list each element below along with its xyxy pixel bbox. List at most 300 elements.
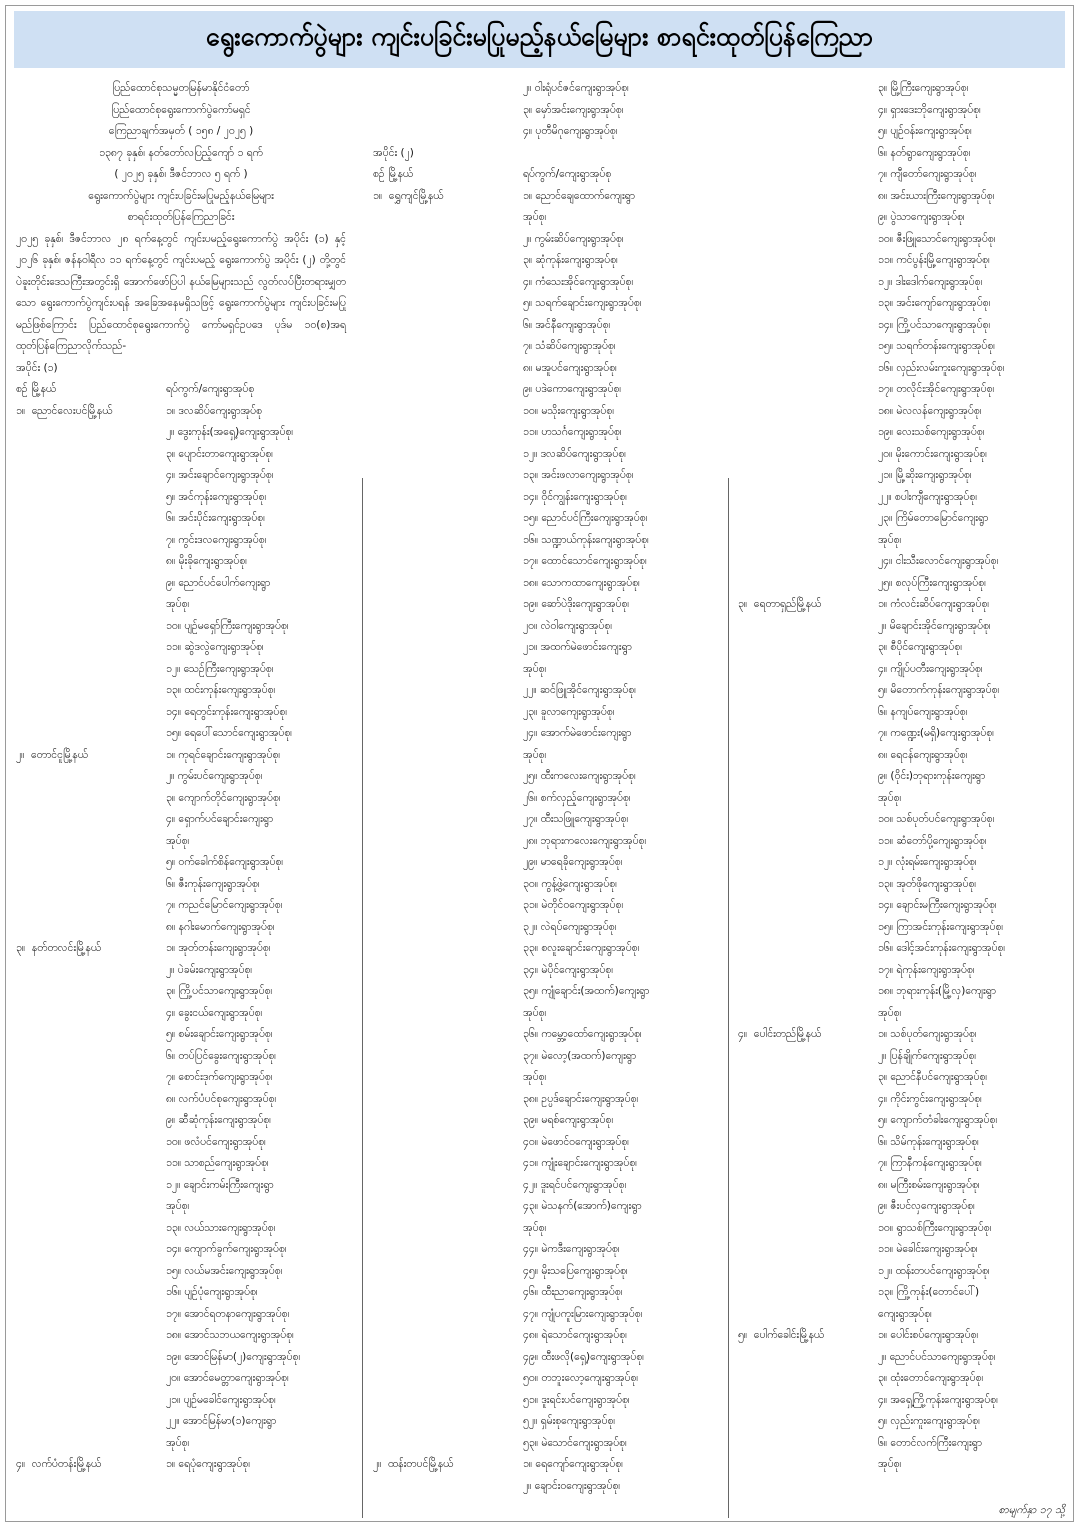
- column-two: [373, 78, 713, 1497]
- village-tract-item: ၃။ ဆုံကုန်းကျေးရွာအုပ်စု၊: [523, 254, 618, 266]
- list-item: [738, 1390, 1068, 1412]
- village-tract-item: ၂၉။ မာရေခိုကျေးရွာအုပ်စု၊: [523, 856, 623, 868]
- village-tract-item: အုပ်စု၊: [878, 1006, 902, 1019]
- list-item: [373, 788, 713, 810]
- list-item: [16, 680, 346, 702]
- township-spacer: [373, 508, 523, 530]
- list-item: [16, 831, 346, 853]
- village-tract-item: ၁၆။ ဒေါင့်အင်းကုန်းကျေးရွာအုပ်စု၊: [878, 942, 1006, 954]
- list-item: [738, 766, 1068, 788]
- list-item: [373, 1390, 713, 1412]
- township-spacer: [373, 229, 523, 251]
- township-spacer: [738, 1282, 878, 1304]
- list-item: [16, 1433, 346, 1455]
- list-item: [738, 186, 1068, 208]
- list-item: [373, 530, 713, 552]
- list-item: [738, 487, 1068, 509]
- list-item: [373, 229, 713, 251]
- township-spacer: [738, 250, 878, 272]
- village-tract-item: ၆။ နတ်ရွာကျေးရွာအုပ်စု၊: [878, 146, 971, 159]
- list-item: [738, 1454, 1068, 1476]
- village-tract-item: ၁၇။ ရဲကုန်းကျေးရွာအုပ်စု၊: [878, 963, 975, 976]
- village-tract-header: ရပ်ကွက်/ကျေးရွာအုပ်စု: [166, 383, 255, 395]
- village-tract-header: ရပ်ကွက်/ကျေးရွာအုပ်စု: [523, 168, 612, 180]
- list-item: [738, 616, 1068, 638]
- township-spacer: [738, 637, 878, 659]
- township-spacer: [373, 702, 523, 724]
- announcement-header-line: ( ၂၀၂၅ ခုနှစ်၊ ဒီဇင်ဘာလ ၅ ရက် ): [114, 168, 248, 180]
- village-tract-item: ၅။ ပျဉ်ဝန်းကျေးရွာအုပ်စု၊: [878, 125, 972, 137]
- township-spacer: [738, 788, 878, 810]
- township-spacer: [738, 1347, 878, 1369]
- township-spacer: [16, 1003, 166, 1025]
- list-item: [373, 1089, 713, 1111]
- township-spacer: [373, 1282, 523, 1304]
- township-spacer: [738, 487, 878, 509]
- township-spacer: [16, 895, 166, 917]
- village-tract-item: ၇။ ကျီတော်ကျေးရွာအုပ်စု၊: [878, 168, 977, 180]
- village-tract-item: ၃၅။ ကျုံချောင်း(အထက်)ကျေးရွာ: [523, 985, 650, 997]
- list-item: [373, 1003, 713, 1025]
- township-name: ရေတာရှည်မြို့နယ်: [753, 598, 822, 610]
- village-tract-item: ၂၁။ အထက်မဲဖောင်းကျေးရွာ: [523, 641, 632, 653]
- township-spacer: [738, 852, 878, 874]
- list-item: [738, 1046, 1068, 1068]
- list-item: [16, 1347, 346, 1369]
- township-spacer: [373, 1476, 523, 1498]
- list-item: [738, 895, 1068, 917]
- list-item: [16, 530, 346, 552]
- village-tract-item: အုပ်စု၊: [166, 598, 190, 610]
- list-item: [16, 1261, 346, 1283]
- village-tract-item: အုပ်စု၊: [166, 1200, 190, 1212]
- list-item: [16, 1454, 346, 1476]
- village-tract-item: ၂၇။ ထီးသဖြူကျေးရွာအုပ်စု၊: [523, 813, 629, 825]
- list-item: [738, 293, 1068, 315]
- list-item: [738, 1325, 1068, 1347]
- township-spacer: [738, 1239, 878, 1261]
- list-item: [738, 164, 1068, 186]
- village-tract-item: ၅၃။ မဲသောင်ကျေးရွာအုပ်စု၊: [523, 1436, 627, 1449]
- township-spacer: [16, 1239, 166, 1261]
- village-tract-item: ၁၅။ သရက်တန်းကျေးရွာအုပ်စု၊: [878, 340, 995, 352]
- township-spacer: [16, 573, 166, 595]
- township-cell: [373, 186, 523, 208]
- list-item: [373, 186, 713, 208]
- list-item: [738, 960, 1068, 982]
- list-item: [16, 766, 346, 788]
- list-item: [373, 723, 713, 745]
- village-tract-item: ၂။ ကွမ်းပင်ကျေးရွာအုပ်စု၊: [166, 770, 263, 782]
- list-item: [373, 745, 713, 767]
- village-tract-item: ၁၄။ ဝိုင်ကျွန်းကျေးရွာအုပ်စု၊: [523, 490, 627, 503]
- township-spacer: [373, 1347, 523, 1369]
- township-spacer: [373, 831, 523, 853]
- list-item: [738, 745, 1068, 767]
- village-tract-item: ၂၁။ ပျဉ်မခေါင်ကျေးရွာအုပ်စု၊: [166, 1393, 276, 1406]
- list-item: [738, 508, 1068, 530]
- township-spacer: [16, 723, 166, 745]
- township-spacer: [16, 917, 166, 939]
- township-spacer: [738, 1067, 878, 1089]
- township-spacer: [16, 809, 166, 831]
- announcement-header-line: ကြေညာချက်အမှတ် ( ၁၅၈ / ၂၀၂၅ ): [108, 125, 254, 137]
- village-tract-item: ၁၃။ ထင်းကုန်းကျေးရွာအုပ်စု၊: [166, 684, 276, 696]
- village-tract-item: ၇။ ကဏ္ဍေး(မရှိ)ကျေးရွာအုပ်စု၊: [878, 727, 994, 739]
- township-spacer: [738, 831, 878, 853]
- village-tract-item: ၄။ ကိုင်းကွင်းကျေးရွာအုပ်စု၊: [878, 1092, 982, 1105]
- township-spacer: [373, 895, 523, 917]
- list-item: [16, 917, 346, 939]
- list-item: [738, 831, 1068, 853]
- township-number: ၁။: [373, 189, 383, 202]
- village-tract-item: ၃၇။ မဲလော့(အထက်)ကျေးရွာ: [523, 1049, 637, 1062]
- township-spacer: [16, 874, 166, 896]
- list-item: [738, 1024, 1068, 1046]
- township-spacer: [738, 315, 878, 337]
- announcement-header-line: ရွေးကောက်ပွဲများ ကျင်းပခြင်းမပြုမည့်နယ်မြေများ: [88, 189, 274, 202]
- township-spacer: [373, 1411, 523, 1433]
- village-tract-item: ၆။ အင်းပိုင်းကျေးရွာအုပ်စု၊: [166, 512, 265, 524]
- township-spacer: [373, 573, 523, 595]
- list-item: [16, 874, 346, 896]
- list-item: [373, 917, 713, 939]
- column-divider-left: [362, 478, 363, 1518]
- village-tract-item: ၁၉။ ဆော်ပဲဒိုးကျေးရွာအုပ်စု၊: [523, 598, 630, 610]
- township-spacer: [16, 1261, 166, 1283]
- township-spacer: [16, 1110, 166, 1132]
- column-one: [16, 78, 346, 1476]
- village-tract-item: ၂။ ဒွေးကုန်း(အရှေ့)ကျေးရွာအုပ်စု၊: [166, 426, 294, 438]
- village-tract-item: ၅။ ကျောက်တံခါးကျေးရွာအုပ်စု၊: [878, 1114, 998, 1126]
- list-item: [738, 637, 1068, 659]
- list-item: [738, 1218, 1068, 1240]
- list-item: [373, 379, 713, 401]
- village-tract-item: ၂၄။ အောက်မဲဖောင်းကျေးရွာ: [523, 727, 632, 739]
- list-item: [16, 422, 346, 444]
- list-item: [16, 1175, 346, 1197]
- list-item: [16, 1368, 346, 1390]
- list-item: [16, 960, 346, 982]
- village-tract-item: ၁၃။ လယ်သားကျေးရွာအုပ်စု၊: [166, 1221, 276, 1234]
- township-cell: [16, 401, 166, 423]
- list-item: [16, 573, 346, 595]
- township-name: တောင်ငူမြို့နယ်: [31, 748, 88, 761]
- township-spacer: [738, 508, 878, 530]
- township-spacer: [373, 1175, 523, 1197]
- village-tract-item: ၄၃။ မဲသနက်(အောက်)ကျေးရွာ: [523, 1200, 642, 1212]
- village-tract-item: ၄၆။ ထီးညာကျေးရွာအုပ်စု၊: [523, 1286, 623, 1298]
- list-item: [738, 702, 1068, 724]
- list-item: [738, 723, 1068, 745]
- village-tract-item: ၁၁။ သာစည်ကျေးရွာအုပ်စု၊: [166, 1157, 269, 1169]
- township-name: ပေါက်ခေါင်းမြို့နယ်: [753, 1329, 825, 1341]
- township-spacer: [373, 250, 523, 272]
- list-item: [738, 379, 1068, 401]
- village-tract-item: ၄။ အရှေ့ကြို့ကုန်းကျေးရွာအုပ်စု၊: [878, 1393, 998, 1406]
- list-item: [373, 250, 713, 272]
- list-item: [373, 680, 713, 702]
- township-spacer: [373, 1218, 523, 1240]
- list-item: [373, 874, 713, 896]
- village-tract-item: ၂၄။ ငါးသီးလောင်ကျေးရွာအုပ်စု၊: [878, 555, 999, 567]
- township-spacer: [16, 1046, 166, 1068]
- township-spacer: [373, 1368, 523, 1390]
- village-tract-item: ၃။ စီပိုင်ကျေးရွာအုပ်စု၊: [878, 641, 962, 653]
- township-name: လက်ပံတန်းမြို့နယ်: [31, 1458, 102, 1470]
- village-tract-item: ၂၂။ စပါးကျီကျေးရွာအုပ်စု၊: [878, 490, 977, 503]
- township-spacer: [16, 788, 166, 810]
- township-spacer: [373, 1153, 523, 1175]
- township-spacer: [373, 465, 523, 487]
- village-tract-item: ၂။ ကွမ်းဆိပ်ကျေးရွာအုပ်စု၊: [523, 232, 624, 245]
- list-item: [16, 1411, 346, 1433]
- list-item: [738, 573, 1068, 595]
- village-tract-item: ၂၀။ မိုးကောင်းကျေးရွာအုပ်စု၊: [878, 447, 987, 460]
- announcement-header-line: ၁၃၈၇ ခုနှစ်၊ နတ်တော်လပြည့်ကျော် ၁ ရက်: [99, 146, 263, 159]
- village-tract-item: ၃၉။ မရစ်ကျေးရွာအုပ်စု၊: [523, 1114, 614, 1126]
- township-spacer: [373, 1304, 523, 1326]
- list-item: [738, 272, 1068, 294]
- list-item: [373, 336, 713, 358]
- township-spacer: [373, 1433, 523, 1455]
- township-spacer: [738, 1175, 878, 1197]
- township-spacer: [738, 121, 878, 143]
- township-spacer: [373, 594, 523, 616]
- village-tract-item: ၃၂။ လဲရပ်ကျေးရွာအုပ်စု၊: [523, 920, 617, 933]
- list-item: [738, 680, 1068, 702]
- list-item: [16, 1110, 346, 1132]
- village-tract-item: အုပ်စု၊: [523, 662, 547, 675]
- village-tract-item: ၁၂။ ဒလဆိပ်ကျေးရွာအုပ်စု၊: [523, 447, 626, 460]
- list-item: [16, 1282, 346, 1304]
- township-cell: [738, 1024, 878, 1046]
- village-tract-item: ကျေးရွာအုပ်စု၊: [878, 1307, 932, 1320]
- village-tract-item: ၁၂။ လုံးရမ်းကျေးရွာအုပ်စု၊: [878, 856, 977, 868]
- serial-township-header: စဉ် မြို့နယ်: [16, 383, 57, 395]
- township-spacer: [16, 831, 166, 853]
- list-item: [16, 702, 346, 724]
- township-spacer: [738, 680, 878, 702]
- list-item: [738, 874, 1068, 896]
- village-tract-item: ၈။ မကြီးစမ်းကျေးရွာအုပ်စု၊: [878, 1178, 980, 1191]
- list-item: [738, 250, 1068, 272]
- township-spacer: [373, 981, 523, 1003]
- list-item: [373, 1454, 713, 1476]
- list-item: [16, 1196, 346, 1218]
- list-item: [16, 1239, 346, 1261]
- list-item: [373, 358, 713, 380]
- list-item: [16, 659, 346, 681]
- village-tract-item: ၁၀။ ပျဉ်မရှော်ကြီးကျေးရွာအုပ်စု၊: [166, 619, 289, 632]
- list-item: [738, 1433, 1068, 1455]
- list-item: [738, 938, 1068, 960]
- list-item: [373, 272, 713, 294]
- township-spacer: [16, 422, 166, 444]
- village-tract-item: ၈။ လက်ပံပင်စုကျေးရွာအုပ်စု၊: [166, 1092, 277, 1105]
- township-cell: [373, 1454, 523, 1476]
- village-tract-item: ၉။ ပွဲသာကျေးရွာအုပ်စု၊: [878, 211, 965, 223]
- list-item: [738, 852, 1068, 874]
- township-spacer: [738, 530, 878, 552]
- list-item: [738, 1347, 1068, 1369]
- village-tract-item: ၁၅။ ညောင်ပင်ကြီးကျေးရွာအုပ်စု၊: [523, 512, 648, 524]
- township-spacer: [373, 680, 523, 702]
- list-item: [738, 981, 1068, 1003]
- township-spacer: [738, 186, 878, 208]
- township-spacer: [373, 616, 523, 638]
- township-spacer: [738, 1089, 878, 1111]
- list-item: [16, 745, 346, 767]
- list-item: [16, 637, 346, 659]
- village-tract-item: ၅။ ဝက်ခေါက်စိန်ကျေးရွာအုပ်စု၊: [166, 856, 284, 868]
- village-tract-item: ၅။ အင်ကုန်းကျေးရွာအုပ်စု၊: [166, 490, 267, 503]
- village-tract-item: ၃။ ညောင်နီပင်ကျေးရွာအုပ်စု၊: [878, 1071, 988, 1083]
- village-tract-item: ၆။ နကျပ်ကျေးရွာအုပ်စု၊: [878, 705, 968, 718]
- village-tract-item: ၁၃။ အုတ်ဖိုကျေးရွာအုပ်စု၊: [878, 877, 977, 890]
- township-spacer: [16, 1304, 166, 1326]
- list-item: [373, 508, 713, 530]
- village-tract-item: ၁၅။ လယ်မအင်းကျေးရွာအုပ်စု၊: [166, 1264, 283, 1277]
- list-item: [16, 1218, 346, 1240]
- village-tract-item: ၄။ ကံသေးအိုင်ကျေးရွာအုပ်စု၊: [523, 275, 634, 288]
- township-spacer: [738, 229, 878, 251]
- village-tract-item: အုပ်စု၊: [166, 834, 190, 847]
- township-spacer: [16, 1218, 166, 1240]
- township-spacer: [373, 358, 523, 380]
- township-spacer: [373, 1239, 523, 1261]
- village-tract-item: ၅၁။ ဒူးရင်းပင်ကျေးရွာအုပ်စု၊: [523, 1393, 630, 1406]
- township-spacer: [738, 1411, 878, 1433]
- township-spacer: [373, 938, 523, 960]
- column-divider-right: [728, 478, 729, 1518]
- township-spacer: [16, 594, 166, 616]
- village-tract-item: ၆။ သိမ်ကုန်းကျေးရွာအုပ်စု၊: [878, 1135, 979, 1148]
- village-tract-item: ၄၅။ မိုးသပြေကျေးရွာအုပ်စု၊: [523, 1264, 628, 1277]
- township-spacer: [16, 1024, 166, 1046]
- village-tract-item: ၂၈။ ဘုရားကလေးကျေးရွာအုပ်စု၊: [523, 834, 647, 847]
- list-item: [738, 809, 1068, 831]
- township-number: ၂။: [16, 748, 25, 761]
- township-spacer: [738, 1218, 878, 1240]
- list-item: [16, 1132, 346, 1154]
- township-spacer: [738, 164, 878, 186]
- list-item: [373, 1282, 713, 1304]
- village-tract-item: ၃၁။ မဲတိုင်ဝကျေးရွာအုပ်စု၊: [523, 899, 624, 911]
- township-spacer: [738, 78, 878, 100]
- list-item: [373, 1239, 713, 1261]
- village-tract-item: ၄။ ရှားဒေးဘိုကျေးရွာအုပ်စု၊: [878, 103, 981, 116]
- list-item: [373, 637, 713, 659]
- list-item: [373, 401, 713, 423]
- list-item: [373, 1368, 713, 1390]
- list-item: [16, 487, 346, 509]
- township-spacer: [373, 121, 523, 143]
- list-item: [373, 1153, 713, 1175]
- village-tract-item: ၁၁။ ဆံတော်ပို့ကျေးရွာအုပ်စု၊: [878, 834, 987, 847]
- list-item: [738, 315, 1068, 337]
- list-item: [373, 1304, 713, 1326]
- village-tract-item: ၁၈။ မဲလလန်ကျေးရွာအုပ်စု၊: [878, 404, 982, 417]
- village-tract-item: ၁၁။ ကင်ပွန်းမြို့ကျေးရွာအုပ်စု၊: [878, 254, 990, 266]
- list-item: [738, 1239, 1068, 1261]
- township-spacer: [373, 745, 523, 767]
- village-tract-item: ၂၅။ စလုပ်ကြီးကျေးရွာအုပ်စု၊: [878, 576, 986, 589]
- village-tract-item: ၇။ ကြာနီကန်ကျေးရွာအုပ်စု၊: [878, 1157, 982, 1169]
- list-item: [373, 809, 713, 831]
- list-item: [16, 1304, 346, 1326]
- township-spacer: [16, 487, 166, 509]
- township-name: ထန်းတပင်မြို့နယ်: [388, 1458, 454, 1470]
- list-item: [738, 1153, 1068, 1175]
- township-spacer: [16, 1347, 166, 1369]
- township-spacer: [16, 1089, 166, 1111]
- village-tract-item: ၁၁။ မဲခေါင်းကျေးရွာအုပ်စု၊: [878, 1243, 978, 1255]
- list-item: [373, 1476, 713, 1498]
- list-item: [16, 895, 346, 917]
- township-spacer: [738, 1003, 878, 1025]
- township-spacer: [373, 272, 523, 294]
- list-item: [738, 1132, 1068, 1154]
- township-spacer: [16, 1196, 166, 1218]
- township-number: ၅။: [738, 1329, 748, 1341]
- village-tract-item: ၅။ လှည်းကူးကျေးရွာအုပ်စု၊: [878, 1415, 980, 1427]
- township-spacer: [373, 401, 523, 423]
- list-item: [373, 121, 713, 143]
- village-tract-item: ၅။ စမ်းချောင်းကျေးရွာအုပ်စု၊: [166, 1028, 273, 1040]
- village-tract-item: ၃၆။ ကမ္ဘော့ထော်ကျေးရွာအုပ်စု၊: [523, 1028, 642, 1040]
- township-spacer: [373, 809, 523, 831]
- list-item: [16, 1089, 346, 1111]
- village-tract-item: ၆။ အင်နီကျေးရွာအုပ်စု၊: [523, 318, 611, 331]
- township-spacer: [16, 981, 166, 1003]
- township-spacer: [738, 723, 878, 745]
- list-item: [373, 1110, 713, 1132]
- village-tract-item: ၃။ ကြို့ပင်သာကျေးရွာအုပ်စု၊: [166, 985, 273, 997]
- village-tract-item: ၄၉။ ထီးဖလို(ရှေ့)ကျေးရွာအုပ်စု၊: [523, 1350, 644, 1363]
- village-tract-item: ၁၆။ ပျဉ်ပုံကျေးရွာအုပ်စု၊: [166, 1286, 258, 1298]
- village-tract-item: ၂၀။ လဲဝါကျေးရွာအုပ်စု၊: [523, 619, 612, 632]
- village-tract-item: ၉။ ညောင်ပင်ပေါက်ကျေးရွာ: [166, 576, 271, 589]
- list-item: [373, 1024, 713, 1046]
- township-spacer: [738, 1196, 878, 1218]
- column-header-row: [16, 379, 346, 401]
- township-spacer: [373, 207, 523, 229]
- township-spacer: [373, 336, 523, 358]
- list-item: [738, 422, 1068, 444]
- township-spacer: [373, 78, 523, 100]
- village-tract-item: ၄၂။ ဒူးရင်ပင်ကျေးရွာအုပ်စု၊: [523, 1178, 627, 1191]
- list-item: [738, 917, 1068, 939]
- township-list: [373, 186, 713, 1498]
- township-spacer: [16, 637, 166, 659]
- list-item: [16, 1046, 346, 1068]
- list-item: [738, 530, 1068, 552]
- village-tract-item: ၆။ တပ်ပြင်ခွေးကျေးရွာအုပ်စု၊: [166, 1049, 276, 1062]
- township-spacer: [16, 1132, 166, 1154]
- township-spacer: [738, 551, 878, 573]
- village-tract-item: ၁၂။ ထန်းတပင်ကျေးရွာအုပ်စု၊: [878, 1264, 990, 1277]
- village-tract-item: ၆။ ဇီးကုန်းကျေးရွာအုပ်စု၊: [166, 877, 260, 890]
- village-tract-item: ၁။ ကံလင်းဆိပ်ကျေးရွာအုပ်စု၊: [878, 598, 990, 610]
- township-number: ၄။: [738, 1028, 748, 1040]
- list-item: [16, 1153, 346, 1175]
- village-tract-item: ၄။ ကျိုပ်ပတီးကျေးရွာအုပ်စု၊: [878, 662, 983, 675]
- village-tract-item: ၁၆။ သဏ္ဍာယ်ကုန်းကျေးရွာအုပ်စု၊: [523, 533, 649, 546]
- continuation-note: စာမျက်နှာ ၁၇ သို့: [998, 1504, 1065, 1516]
- village-tract-item: ၂။ မိချောင်းအိုင်ကျေးရွာအုပ်စု၊: [878, 619, 991, 632]
- list-item: [373, 659, 713, 681]
